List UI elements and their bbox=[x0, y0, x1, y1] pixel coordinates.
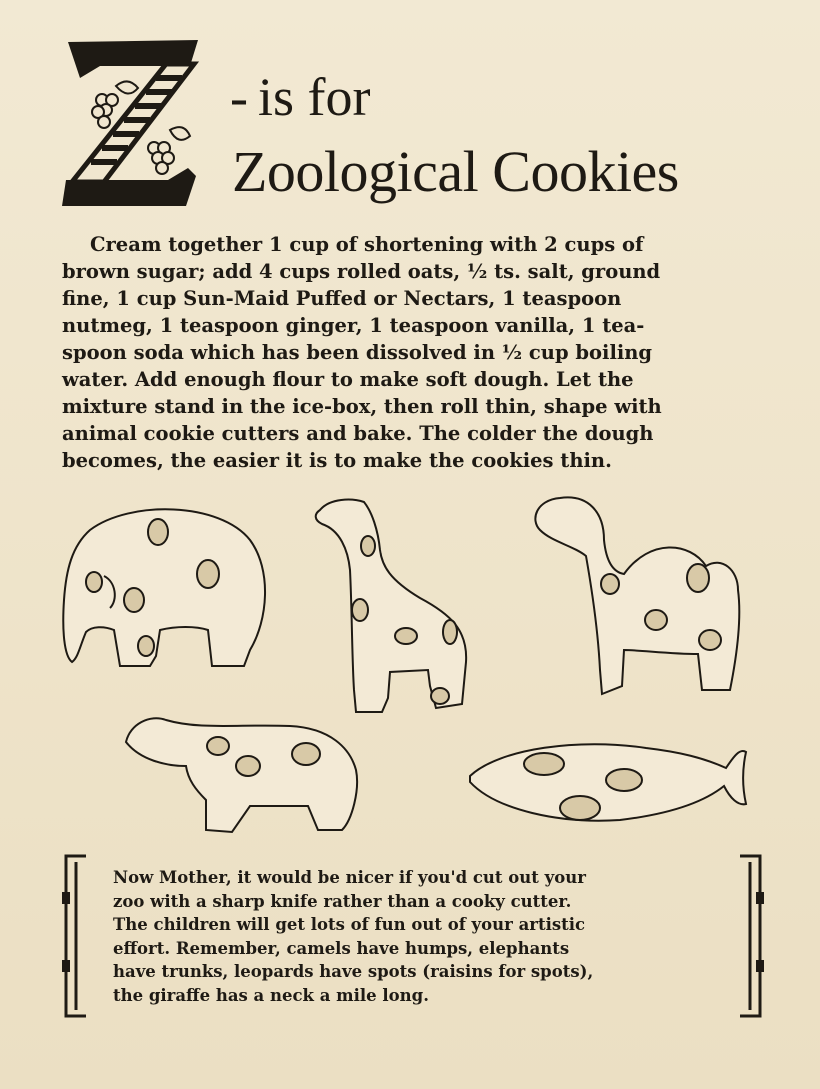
bear-cookie bbox=[126, 718, 357, 832]
recipe-line: animal cookie cutters and bake. The colder the dough bbox=[62, 422, 654, 445]
title-is-for: is for bbox=[257, 67, 371, 127]
note-line: zoo with a sharp knife rather than a cooky cutter. bbox=[113, 891, 572, 911]
note-line: The children will get lots of fun out of your artistic bbox=[113, 915, 586, 934]
fish-cookie bbox=[470, 744, 746, 820]
elephant-cookie bbox=[63, 509, 265, 666]
left-bracket-ornament bbox=[58, 852, 98, 1020]
recipe-line: brown sugar; add 4 cups rolled oats, ½ ts. salt, ground bbox=[62, 260, 661, 283]
recipe-line: spoon soda which has been dissolved in ½ cup boiling bbox=[62, 341, 653, 364]
drop-cap-z-ornament bbox=[58, 30, 208, 210]
title-line-1 bbox=[230, 66, 370, 128]
note-line: Now Mother, it would be nicer if you'd cut out your bbox=[113, 868, 586, 887]
recipe-line: water. Add enough flour to make soft dough. Let the bbox=[62, 368, 634, 391]
recipe-line: Cream together 1 cup of shortening with 2 cups of bbox=[90, 233, 644, 256]
title-dash-ornament: - bbox=[230, 67, 248, 127]
cookie-illustrations bbox=[0, 490, 820, 850]
recipe-line: becomes, the easier it is to make the cookies thin. bbox=[62, 449, 612, 472]
drop-cap-z bbox=[58, 30, 208, 210]
recipe-line: nutmeg, 1 teaspoon ginger, 1 teaspoon vanilla, 1 tea- bbox=[62, 314, 645, 337]
giraffe-cookie bbox=[316, 500, 466, 712]
recipe-line: mixture stand in the ice-box, then roll thin, shape with bbox=[62, 395, 662, 418]
note-line: effort. Remember, camels have humps, elephants bbox=[113, 938, 570, 958]
page-title: Zoological Cookies bbox=[232, 139, 679, 204]
note-line: have trunks, leopards have spots (raisins for spots), bbox=[113, 962, 594, 981]
right-bracket-ornament bbox=[728, 852, 768, 1020]
recipe-text bbox=[62, 231, 762, 474]
mother-note-box bbox=[58, 852, 768, 1022]
camel-cookie bbox=[535, 497, 739, 694]
recipe-line: fine, 1 cup Sun-Maid Puffed or Nectars, 1 teaspoon bbox=[62, 287, 622, 310]
mother-note-text bbox=[113, 866, 723, 1007]
note-line: the giraffe has a neck a mile long. bbox=[113, 985, 429, 1005]
